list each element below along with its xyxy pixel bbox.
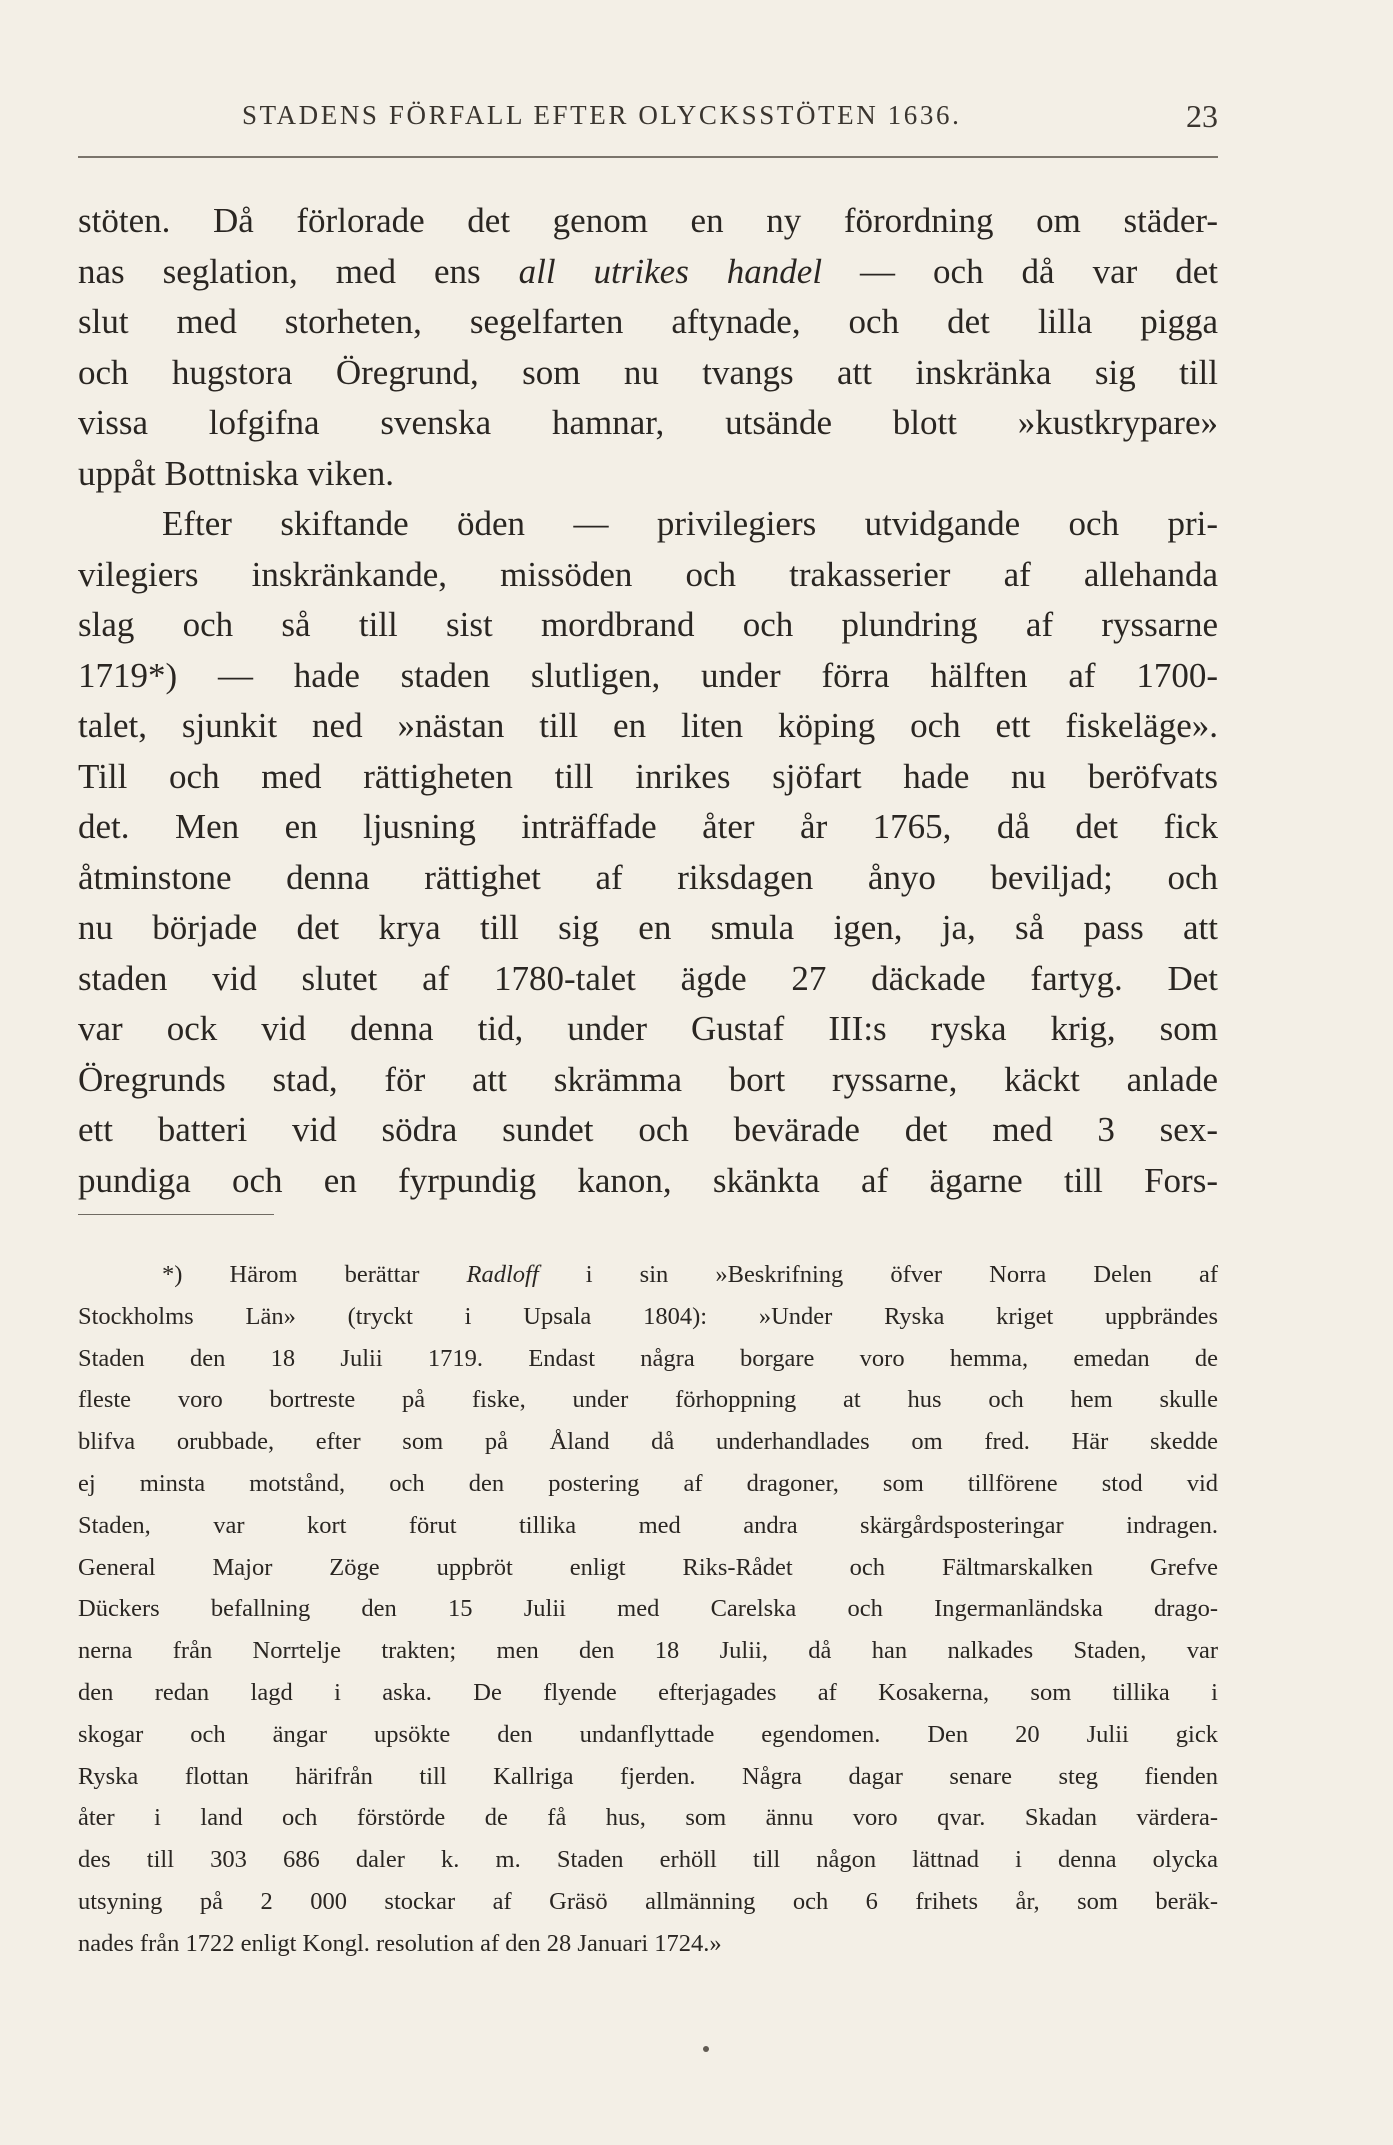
- text-line: det. Men en ljusning inträffade åter år 1765, då det fick: [78, 807, 1218, 846]
- text-line: vilegiers inskränkande, missöden och trakasserier af allehanda: [78, 554, 1218, 594]
- footnote-line: åter i land och förstörde de få hus, som ännu voro qvar. Skadan värdera-: [78, 1804, 1218, 1832]
- header-rule: [78, 156, 1218, 158]
- text-line: slut med storheten, segelfarten aftynade, och det lilla pigga: [78, 302, 1218, 341]
- footnote-line: blifva orubbade, efter som på Åland då underhandlades om fred. Här skedde: [78, 1428, 1218, 1456]
- text-line: talet, sjunkit ned »nästan till en liten köping och ett fiskeläge».: [78, 706, 1218, 745]
- footnote-line: Staden, var kort förut tillika med andra skärgårdsposteringar indragen.: [78, 1511, 1218, 1539]
- footnote-line-tail: i sin »Beskrifning öfver Norra Delen af: [538, 1261, 1219, 1288]
- italic-phrase: all utrikes handel: [518, 251, 823, 291]
- footnote-line: skogar och ängar upsökte den undanflyttade egendomen. Den 20 Julii gick: [78, 1720, 1218, 1748]
- footnote-line-start: *) Härom berättar: [162, 1261, 467, 1288]
- footnote-line: Dückers befallning den 15 Julii med Carelska och Ingermanländska drago-: [78, 1595, 1218, 1623]
- text-line-tail: — och då var det: [822, 251, 1218, 291]
- text-line: var ock vid denna tid, under Gustaf III:s ryska krig, som: [78, 1009, 1218, 1048]
- footnote-line: des till 303 686 daler k. m. Staden erhöll till någon lättnad i denna olycka: [78, 1846, 1218, 1874]
- page-number: 23: [1186, 98, 1218, 134]
- text-line: ett batteri vid södra sundet och bevärade det med 3 sex-: [78, 1110, 1218, 1149]
- italic-author-name: Radloff: [466, 1261, 539, 1288]
- running-head: [78, 100, 1218, 140]
- text-line: stöten. Då förlorade det genom en ny förordning om städer-: [78, 201, 1218, 240]
- footnote-line: [78, 1254, 1218, 1296]
- text-line: vissa lofgifna svenska hamnar, utsände blott »kustkrypare»: [78, 403, 1218, 442]
- footnote-line: fleste voro bortreste på fiske, under förhoppning at hus och hem skulle: [78, 1386, 1218, 1414]
- text-line: pundiga och en fyrpundig kanon, skänkta af ägarne till Fors-: [78, 1160, 1218, 1200]
- text-line: uppåt Bottniska viken.: [78, 453, 394, 493]
- footnote: [78, 1254, 1218, 1965]
- text-line: [78, 247, 1218, 298]
- footnote-line: utsyning på 2 000 stockar af Gräsö allmänning och 6 frihets år, som beräk-: [78, 1887, 1218, 1915]
- text-line: Öregrunds stad, för att skrämma bort ryssarne, käckt anlade: [78, 1059, 1218, 1099]
- footnote-rule: [78, 1214, 274, 1215]
- ink-speck: [703, 2046, 709, 2052]
- text-line: 1719*) — hade staden slutligen, under förra hälften af 1700-: [78, 655, 1218, 695]
- footnote-line: nades från 1722 enligt Kongl. resolution af den 28 Januari 1724.»: [78, 1929, 722, 1957]
- text-line: nu började det krya till sig en smula igen, ja, så pass att: [78, 908, 1218, 947]
- text-line: staden vid slutet af 1780-talet ägde 27 däckade fartyg. Det: [78, 958, 1218, 998]
- footnote-line: nerna från Norrtelje trakten; men den 18 Julii, då han nalkades Staden, var: [78, 1637, 1218, 1665]
- text-line-start: nas seglation, med ens: [78, 251, 519, 291]
- text-line: slag och så till sist mordbrand och plundring af ryssarne: [78, 605, 1218, 644]
- footnote-line: General Major Zöge uppbröt enligt Riks-Rådet och Fältmarskalken Grefve: [78, 1553, 1218, 1581]
- text-line: Efter skiftande öden — privilegiers utvidgande och pri-: [162, 504, 1218, 543]
- text-line: åtminstone denna rättighet af riksdagen ånyo beviljad; och: [78, 857, 1218, 897]
- footnote-line: Staden den 18 Julii 1719. Endast några borgare voro hemma, emedan de: [78, 1344, 1218, 1372]
- text-line: och hugstora Öregrund, som nu tvangs att inskränka sig till: [78, 352, 1218, 392]
- footnote-line: Stockholms Län» (tryckt i Upsala 1804): »Under Ryska kriget uppbrändes: [78, 1302, 1218, 1330]
- text-line: Till och med rättigheten till inrikes sjöfart hade nu beröfvats: [78, 756, 1218, 796]
- footnote-line: den redan lagd i aska. De flyende efterjagades af Kosakerna, som tillika i: [78, 1678, 1218, 1706]
- footnote-line: ej minsta motstånd, och den postering af dragoner, som tillförene stod vid: [78, 1469, 1218, 1497]
- footnote-line: Ryska flottan härifrån till Kallriga fjerden. Några dagar senare steg fienden: [78, 1762, 1218, 1790]
- running-title: STADENS FÖRFALL EFTER OLYCKSSTÖTEN 1636.: [242, 100, 962, 130]
- main-text: [78, 196, 1218, 1206]
